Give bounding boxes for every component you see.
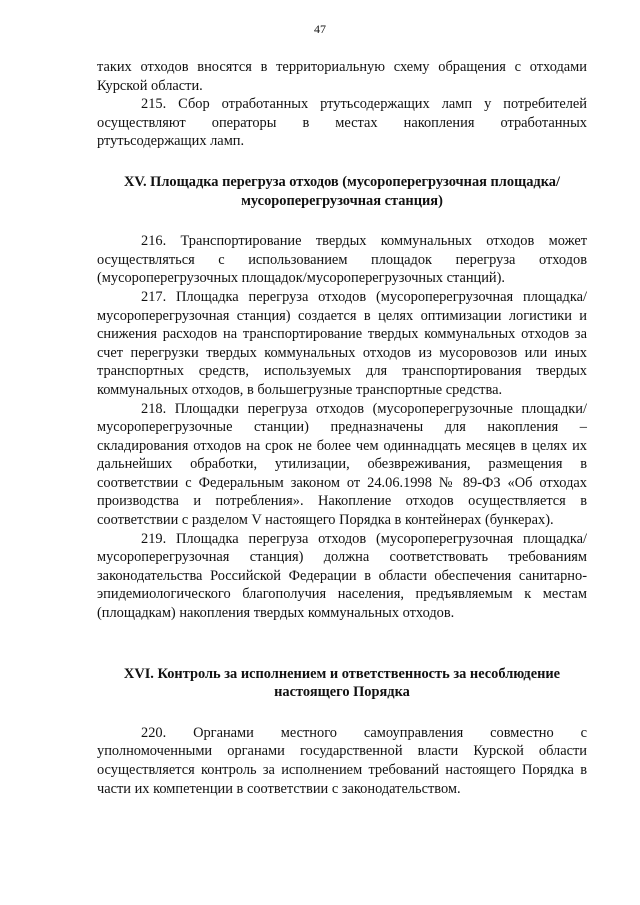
page-number: 47 <box>314 22 326 36</box>
paragraph-220: 220. Органами местного самоуправления совместно с уполномоченными органами государственной власти Курской области осуществляется контроль за исполнением требований настоящего Порядка в части их компетенции в соответствии с законодательством. <box>97 724 587 797</box>
section-heading-xv: XV. Площадка перегруза отходов (мусороперегрузочная площадка/мусороперегрузочная станция) <box>124 173 560 209</box>
paragraph-218: 218. Площадки перегруза отходов (мусороперегрузочные площадки/мусороперегрузочные станции) предназначены для накопления – складирования отходов на срок не более чем одиннадцать месяцев в целях их дальнейших обработки, утилизации, обезвреживания, размещения в соответствии с Федеральным законом от 24.06.1998 № 89-ФЗ «Об отходах производства и потребления». Накопление отходов осуществляется в соответствии с разделом V настоящего Порядка в контейнерах (бункерах). <box>97 400 587 529</box>
paragraph-219: 219. Площадка перегруза отходов (мусороперегрузочная площадка/мусороперегрузочная станция) должна соответствовать требованиям законодательства Российской Федерации в области обеспечения санитарно-эпидемиологического благополучия населения, предъявляемым к местам (площадкам) накопления твердых коммунальных отходов. <box>97 530 587 622</box>
section-heading-xvi: XVI. Контроль за исполнением и ответственность за несоблюдение настоящего Порядка <box>123 665 561 701</box>
paragraph-217: 217. Площадка перегруза отходов (мусороперегрузочная площадка/мусороперегрузочная станция) создается в целях оптимизации логистики и снижения расходов на транспортирование твердых коммунальных отходов за счет перегрузки твердых коммунальных отходов из мусоровозов или иных транспортных средств, используемых для транспортирования твердых коммунальных отходов, в большегрузные транспортные средства. <box>97 288 587 398</box>
paragraph-216: 216. Транспортирование твердых коммунальных отходов может осуществляться с использованием площадок перегруза отходов (мусороперегрузочных площадок/мусороперегрузочных станций). <box>97 233 587 287</box>
document-body <box>97 58 587 798</box>
paragraph-continuation: таких отходов вносятся в территориальную схему обращения с отходами Курской области. <box>97 59 587 94</box>
paragraph-215: 215. Сбор отработанных ртутьсодержащих ламп у потребителей осуществляют операторы в местах накопления отработанных ртутьсодержащих ламп. <box>97 96 587 150</box>
